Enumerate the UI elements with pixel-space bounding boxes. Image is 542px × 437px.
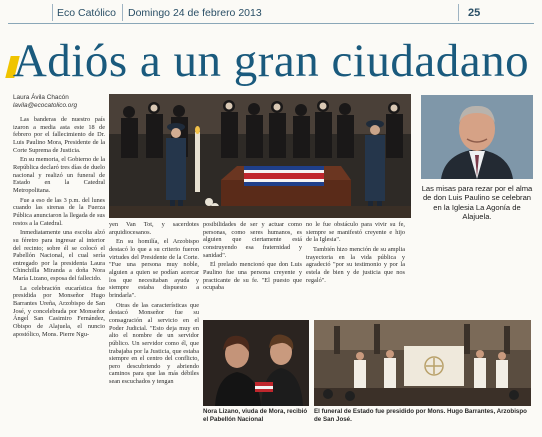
page-number: 25	[468, 7, 481, 19]
article-paragraph: Otras de las características que destacó Monseñor fue su consagración al servicio en el Poder Judicial. "Esto deja muy en alto el nombre de un servidor público. Un servidor como él, que trabajaba por la Justicia, que estaba siempre en el centro del conflicto, pero descubriendo y abriendo caminos para que las más débiles sean escuchados y tengan	[109, 301, 199, 386]
article-column-1	[13, 116, 105, 436]
article-paragraph: posibilidades de ser y actuar como personas, como seres humanos, es alguien que ciertamente está construyendo esa fraternidad y sanidad".	[203, 221, 302, 259]
photo-portrait	[421, 95, 533, 179]
article-paragraph: En su homilía, el Arzobispo destacó lo que a su criterio fueron virtudes del Presidente de la Corte. "Fue una persona muy noble, alguien a quien se podían acercar los que necesitaban ayuda y siempre estaba dispuesto a brindarla".	[109, 238, 199, 299]
article-column-3	[203, 221, 302, 317]
photo-funeral-mass	[314, 320, 531, 406]
portrait-caption: Las misas para rezar por el alma de don Luis Paulino se celebran en la Iglesia La Agonía de Alajuela.	[421, 184, 533, 222]
article-column-2	[109, 221, 199, 431]
photo-nora-lizano	[203, 320, 309, 406]
header-divider	[122, 4, 123, 21]
article-paragraph: En su memoria, el Gobierno de la República declaró tres días de duelo nacional y realizó un funeral de Estado en la Catedral Metropolitana.	[13, 156, 105, 194]
byline	[13, 94, 77, 110]
header-rule	[8, 23, 534, 24]
headline: Adiós a un gran ciudadano	[12, 35, 530, 87]
article-paragraph: Inmediatamente una escolta alzó su féretro para ingresar al interior del recinto; sobre él se colocó el Pabellón Nacional, el cual sería entregado por la presidenta Laura Chinchilla Miranda a doña Nora María Lizano, esposa del fallecido.	[13, 229, 105, 283]
article-paragraph: También hizo mención de su amplia trayectoria en la vida pública y agradeció "por su testimonio y por la estela de bien y de justicia que nos regaló".	[306, 245, 405, 284]
article-paragraph: La celebración eucarística fue presidida por Monseñor Hugo Barrantes Ureña, Arzobispo de San José, y concelebrada por Monseñor Ángel San Casimiro Fernández, Obispo de Alajuela, el nuncio apostólico, Mons. Pierre Ngu-	[13, 284, 105, 338]
header-divider	[52, 4, 53, 21]
nora-caption: Nora Lizano, viuda de Mora, recibió el Pabellón Nacional	[203, 408, 308, 423]
article-paragraph: yen Van Tot, y sacerdotes arquidiocesanos.	[109, 221, 199, 236]
issue-date: Domingo 24 de febrero 2013	[128, 7, 262, 19]
article-column-4	[306, 221, 405, 317]
section-name: Eco Católico	[57, 7, 116, 19]
byline-email: lavila@ecocatolico.org	[13, 102, 78, 109]
article-paragraph: no le fue obstáculo para vivir su fe, siempre se manifestó creyente e hijo de la Iglesia".	[306, 221, 405, 244]
byline-author: Laura Ávila Chacón	[13, 94, 69, 101]
article-paragraph: El prelado mencionó que don Luis Paulino fue una persona creyente y practicante de su fe. "El puesto que ocupaba	[203, 261, 302, 292]
funeral-caption: El funeral de Estado fue presidido por Mons. Hugo Barrantes, Arzobispo de San José.	[314, 408, 527, 423]
photo-funeral-honor-guard	[109, 94, 411, 218]
article-paragraph: Fue a eso de las 3 p.m. del lunes cuando las sirenas de la Fuerza Pública anunciaron la llegada de sus restos a la Catedral.	[13, 196, 105, 227]
header-divider	[458, 4, 459, 21]
article-paragraph: Las banderas de nuestro país izaron a media asta este 18 de febrero por el fallecimiento de Dr. Luis Paulino Mora, Presidente de la Corte Suprema de Justicia.	[13, 116, 105, 154]
